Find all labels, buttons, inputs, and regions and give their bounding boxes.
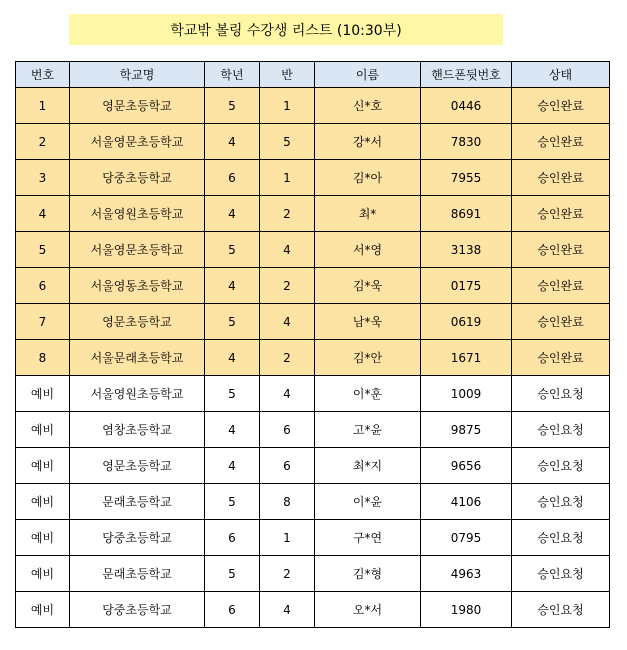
cell-class: 4 [260, 232, 315, 268]
cell-phone: 4963 [421, 556, 512, 592]
cell-phone: 0446 [421, 88, 512, 124]
cell-school: 영문초등학교 [70, 448, 205, 484]
table-row [16, 520, 610, 556]
cell-name: 신*호 [315, 88, 421, 124]
cell-name: 강*서 [315, 124, 421, 160]
cell-phone: 8691 [421, 196, 512, 232]
column-header-school: 학교명 [70, 62, 205, 88]
cell-name: 오*서 [315, 592, 421, 628]
table-row [16, 592, 610, 628]
cell-name: 서*영 [315, 232, 421, 268]
cell-number: 7 [16, 304, 70, 340]
table-row [16, 556, 610, 592]
cell-name: 구*연 [315, 520, 421, 556]
cell-number: 예비 [16, 412, 70, 448]
cell-grade: 5 [205, 232, 260, 268]
cell-status: 승인요청 [512, 484, 610, 520]
cell-class: 2 [260, 268, 315, 304]
cell-status: 승인요청 [512, 592, 610, 628]
table-row [16, 304, 610, 340]
cell-phone: 1009 [421, 376, 512, 412]
cell-name: 김*욱 [315, 268, 421, 304]
cell-number: 4 [16, 196, 70, 232]
table-row [16, 88, 610, 124]
column-header-class: 반 [260, 62, 315, 88]
cell-status: 승인완료 [512, 232, 610, 268]
cell-phone: 1980 [421, 592, 512, 628]
column-header-phone: 핸드폰뒷번호 [421, 62, 512, 88]
cell-status: 승인완료 [512, 340, 610, 376]
cell-name: 최* [315, 196, 421, 232]
cell-class: 4 [260, 376, 315, 412]
cell-status: 승인완료 [512, 124, 610, 160]
cell-school: 서울영문초등학교 [70, 232, 205, 268]
table-row [16, 376, 610, 412]
cell-class: 2 [260, 340, 315, 376]
cell-school: 문래초등학교 [70, 556, 205, 592]
cell-class: 4 [260, 304, 315, 340]
cell-number: 8 [16, 340, 70, 376]
cell-status: 승인요청 [512, 376, 610, 412]
cell-school: 서울영원초등학교 [70, 196, 205, 232]
cell-school: 서울영원초등학교 [70, 376, 205, 412]
cell-name: 김*아 [315, 160, 421, 196]
cell-number: 3 [16, 160, 70, 196]
cell-status: 승인요청 [512, 448, 610, 484]
cell-phone: 1671 [421, 340, 512, 376]
cell-school: 서울문래초등학교 [70, 340, 205, 376]
cell-phone: 9875 [421, 412, 512, 448]
cell-number: 예비 [16, 448, 70, 484]
cell-phone: 7955 [421, 160, 512, 196]
cell-class: 1 [260, 88, 315, 124]
cell-status: 승인완료 [512, 160, 610, 196]
cell-status: 승인요청 [512, 520, 610, 556]
column-header-name: 이름 [315, 62, 421, 88]
cell-status: 승인요청 [512, 412, 610, 448]
cell-school: 염창초등학교 [70, 412, 205, 448]
cell-status: 승인완료 [512, 304, 610, 340]
cell-number: 2 [16, 124, 70, 160]
cell-class: 1 [260, 520, 315, 556]
cell-number: 1 [16, 88, 70, 124]
cell-number: 예비 [16, 376, 70, 412]
cell-grade: 6 [205, 592, 260, 628]
cell-status: 승인완료 [512, 88, 610, 124]
cell-grade: 5 [205, 484, 260, 520]
cell-status: 승인요청 [512, 556, 610, 592]
page-title-text: 학교밖 볼링 수강생 리스트 (10:30부) [170, 22, 402, 39]
cell-class: 6 [260, 448, 315, 484]
cell-grade: 4 [205, 340, 260, 376]
table-header-row [16, 62, 610, 88]
cell-status: 승인완료 [512, 268, 610, 304]
cell-school: 당중초등학교 [70, 160, 205, 196]
cell-name: 이*윤 [315, 484, 421, 520]
cell-class: 1 [260, 160, 315, 196]
cell-phone: 3138 [421, 232, 512, 268]
cell-number: 5 [16, 232, 70, 268]
cell-grade: 4 [205, 268, 260, 304]
cell-grade: 4 [205, 196, 260, 232]
cell-class: 4 [260, 592, 315, 628]
cell-grade: 5 [205, 376, 260, 412]
page-title [69, 14, 503, 45]
cell-number: 6 [16, 268, 70, 304]
cell-phone: 7830 [421, 124, 512, 160]
cell-grade: 4 [205, 124, 260, 160]
cell-grade: 5 [205, 304, 260, 340]
column-header-number: 번호 [16, 62, 70, 88]
cell-school: 서울영문초등학교 [70, 124, 205, 160]
cell-grade: 5 [205, 556, 260, 592]
cell-number: 예비 [16, 592, 70, 628]
cell-phone: 0175 [421, 268, 512, 304]
cell-class: 2 [260, 196, 315, 232]
cell-school: 영문초등학교 [70, 88, 205, 124]
table-row [16, 196, 610, 232]
column-header-grade: 학년 [205, 62, 260, 88]
cell-phone: 9656 [421, 448, 512, 484]
cell-name: 남*욱 [315, 304, 421, 340]
cell-school: 서울영동초등학교 [70, 268, 205, 304]
cell-phone: 0795 [421, 520, 512, 556]
table-row [16, 124, 610, 160]
cell-name: 고*윤 [315, 412, 421, 448]
cell-phone: 0619 [421, 304, 512, 340]
table-row [16, 448, 610, 484]
cell-class: 8 [260, 484, 315, 520]
cell-number: 예비 [16, 520, 70, 556]
cell-grade: 5 [205, 88, 260, 124]
cell-name: 김*형 [315, 556, 421, 592]
table-row [16, 484, 610, 520]
cell-class: 2 [260, 556, 315, 592]
cell-grade: 4 [205, 412, 260, 448]
table-row [16, 232, 610, 268]
cell-grade: 6 [205, 160, 260, 196]
cell-number: 예비 [16, 484, 70, 520]
cell-phone: 4106 [421, 484, 512, 520]
cell-school: 영문초등학교 [70, 304, 205, 340]
cell-school: 문래초등학교 [70, 484, 205, 520]
cell-grade: 6 [205, 520, 260, 556]
cell-name: 김*안 [315, 340, 421, 376]
column-header-status: 상태 [512, 62, 610, 88]
cell-school: 당중초등학교 [70, 520, 205, 556]
cell-number: 예비 [16, 556, 70, 592]
cell-name: 이*훈 [315, 376, 421, 412]
table-row [16, 340, 610, 376]
cell-class: 5 [260, 124, 315, 160]
table-row [16, 412, 610, 448]
cell-school: 당중초등학교 [70, 592, 205, 628]
table-row [16, 268, 610, 304]
cell-grade: 4 [205, 448, 260, 484]
cell-name: 최*지 [315, 448, 421, 484]
cell-class: 6 [260, 412, 315, 448]
student-table [15, 61, 610, 628]
cell-status: 승인완료 [512, 196, 610, 232]
table-row [16, 160, 610, 196]
